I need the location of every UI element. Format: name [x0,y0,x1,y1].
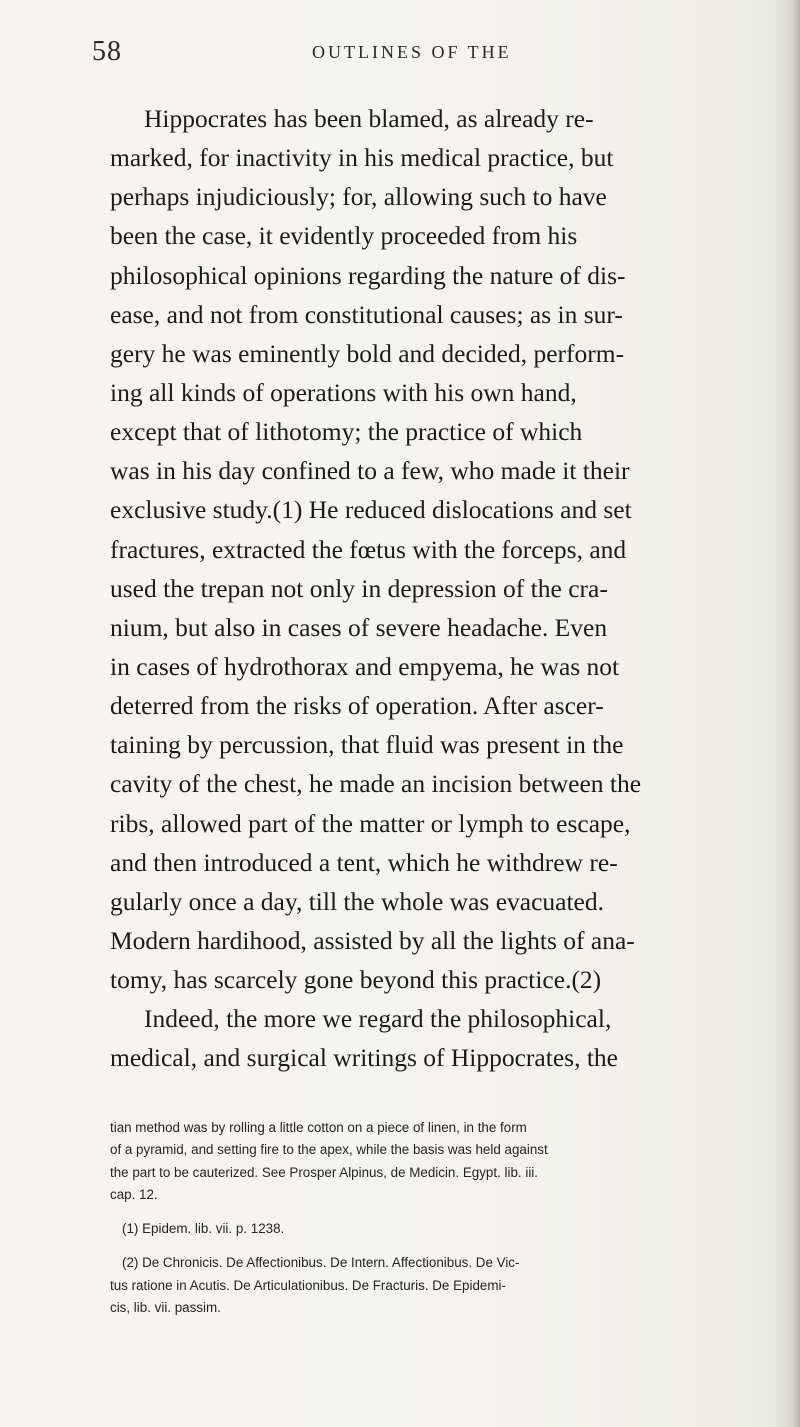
page-number: 58 [92,36,122,67]
body-line: except that of lithotomy; the practice of which [110,417,583,447]
running-head: OUTLINES OF THE [312,42,512,62]
body-line: gery he was eminently bold and decided, perform- [110,338,625,368]
body-line: Hippocrates has been blamed, as already re- [144,104,594,133]
body-text [110,99,800,1078]
body-line: cavity of the chest, he made an incision between the [110,769,642,799]
footnote-line: of a pyramid, and setting fire to the apex, while the basis was held against [110,1142,548,1158]
footnote-2-line: (2) De Chronicis. De Affectionibus. De Intern. Affectionibus. De Vic- [122,1255,520,1271]
footnote-line: the part to be cauterized. See Prosper Alpinus, de Medicin. Egypt. lib. iii. [110,1164,538,1180]
footnote-2-line: cis, lib. vii. passim. [110,1300,221,1316]
footnote-spacer [110,1240,800,1252]
page-header [0,36,800,76]
footnotes [110,1117,800,1319]
footnote-2-line: tus ratione in Acutis. De Articulationibus. De Fracturis. De Epidemi- [110,1277,506,1293]
body-line: philosophical opinions regarding the nature of dis- [110,260,626,290]
body-line: ing all kinds of operations with his own hand, [110,377,577,407]
footnote-line: tian method was by rolling a little cotton on a piece of linen, in the form [110,1120,527,1135]
body-line: was in his day confined to a few, who made it their [110,456,630,486]
body-line: been the case, it evidently proceeded from his [110,221,578,251]
body-line: used the trepan not only in depression of the cra- [110,573,608,603]
body-line: and then introduced a tent, which he withdrew re- [110,847,618,877]
body-line: in cases of hydrothorax and empyema, he was not [110,651,620,681]
body-line: deterred from the risks of operation. After ascer- [110,691,604,721]
body-line: gularly once a day, till the whole was evacuated. [110,886,604,916]
body-line: exclusive study.(1) He reduced dislocations and set [110,495,632,525]
body-line: perhaps injudiciously; for, allowing such to have [110,182,607,212]
footnote-spacer [110,1206,800,1218]
body-line: Indeed, the more we regard the philosophical, [144,1004,612,1034]
body-line: Modern hardihood, assisted by all the lights of ana- [110,925,635,955]
footnote-line: cap. 12. [110,1186,158,1202]
body-line: fractures, extracted the fœtus with the forceps, and [110,534,627,564]
body-line: ease, and not from constitutional causes; as in sur- [110,299,623,329]
body-line: taining by percussion, that fluid was present in the [110,730,624,760]
body-line: marked, for inactivity in his medical practice, but [110,143,614,173]
footnote-1: (1) Epidem. lib. vii. p. 1238. [122,1221,285,1237]
body-line: ribs, allowed part of the matter or lymph to escape, [110,808,631,838]
body-line: tomy, has scarcely gone beyond this practice.(2) [110,965,602,995]
body-line: nium, but also in cases of severe headache. Even [110,612,608,642]
body-line: medical, and surgical writings of Hippocrates, the [110,1043,618,1073]
